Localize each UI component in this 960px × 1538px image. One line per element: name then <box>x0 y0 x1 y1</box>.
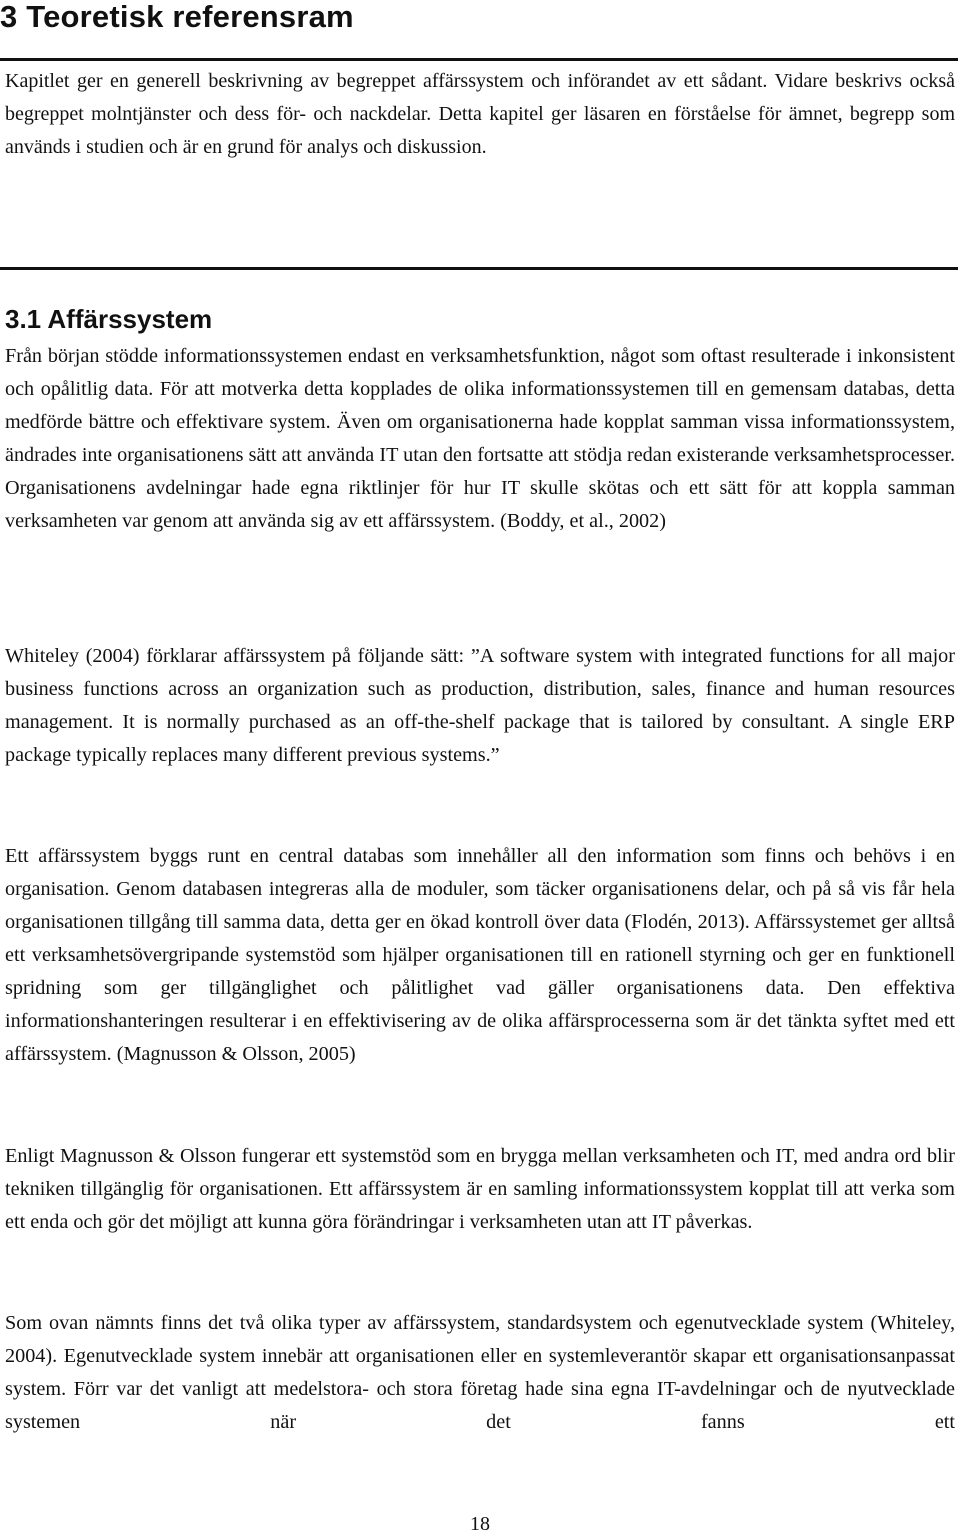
body-paragraph: Ett affärssystem byggs runt en central databas som innehåller all den information som finns och behövs i en organisation. Genom databasen integreras alla de moduler, som täcker organisationens delar, och på så vis får hela organisationen tillgång till samma data, detta ger en ökad kontroll över data (Flodén, 2013). Affärssystemet ger alltså ett verksamhetsövergripande systemstöd som hjälper organisationen till en rationell styrning och ger en funktionell spridning som ger tillgänglighet och pålitlighet vad gäller organisationens data. Den effektiva informationshanteringen resulterar i en effektivisering av de olika affärsprocesserna som är det tänkta syftet med ett affärssystem. (Magnusson & Olsson, 2005) <box>5 845 955 1065</box>
page-number: 18 <box>470 1513 490 1535</box>
body-paragraph: Enligt Magnusson & Olsson fungerar ett systemstöd som en brygga mellan verksamheten och IT, med andra ord blir tekniken tillgänglig för organisationen. Ett affärssystem är en samling informationssystem kopplat till att verka som ett enda och gör det möjligt att kunna göra förändringar i verksamheten utan att IT påverkas. <box>5 1145 955 1233</box>
chapter-intro-paragraph: Kapitlet ger en generell beskrivning av begreppet affärssystem och införandet av ett sådant. Vidare beskrivs också begreppet molntjänster och dess för- och nackdelar. Detta kapitel ger läsaren en förståelse för ämnet, begrepp som används i studien och är en grund för analys och diskussion. <box>5 70 955 158</box>
chapter-divider <box>0 58 958 61</box>
chapter-title: 3 Teoretisk referensram <box>0 0 354 34</box>
body-paragraph: Whiteley (2004) förklarar affärssystem på följande sätt: ”A software system with integrated functions for all major business functions across an organization such as production, distribution, sales, finance and human resources management. It is normally purchased as an off-the-shelf package that is tailored by consultant. A single ERP package typically replaces many different previous systems.” <box>5 645 955 766</box>
body-paragraph: Som ovan nämnts finns det två olika typer av affärssystem, standardsystem och egenutvecklade system (Whiteley, 2004). Egenutvecklade system innebär att organisationen eller en systemleverantör skapar ett organisationsanpassat system. Förr var det vanligt att medelstora- och stora företag hade sina egna IT-avdelningar och de nyutvecklade systemen när det fanns ett <box>5 1312 955 1433</box>
section-title: 3.1 Affärssystem <box>5 304 213 334</box>
section-divider <box>0 267 958 270</box>
body-paragraph: Från början stödde informationssystemen endast en verksamhetsfunktion, något som oftast resulterade i inkonsistent och opålitlig data. För att motverka detta kopplades de olika informationssystemen till en gemensam databas, detta medförde bättre och effektivare system. Även om organisationerna hade kopplat samman vissa informationssystem, ändrades inte organisationens sätt att använda IT utan den fortsatte att stödja redan existerande verksamhetsprocesser. Organisationens avdelningar hade egna riktlinjer för hur IT skulle skötas och ett sätt för att koppla samman verksamheten var genom att använda sig av ett affärssystem. (Boddy, et al., 2002) <box>5 345 955 532</box>
